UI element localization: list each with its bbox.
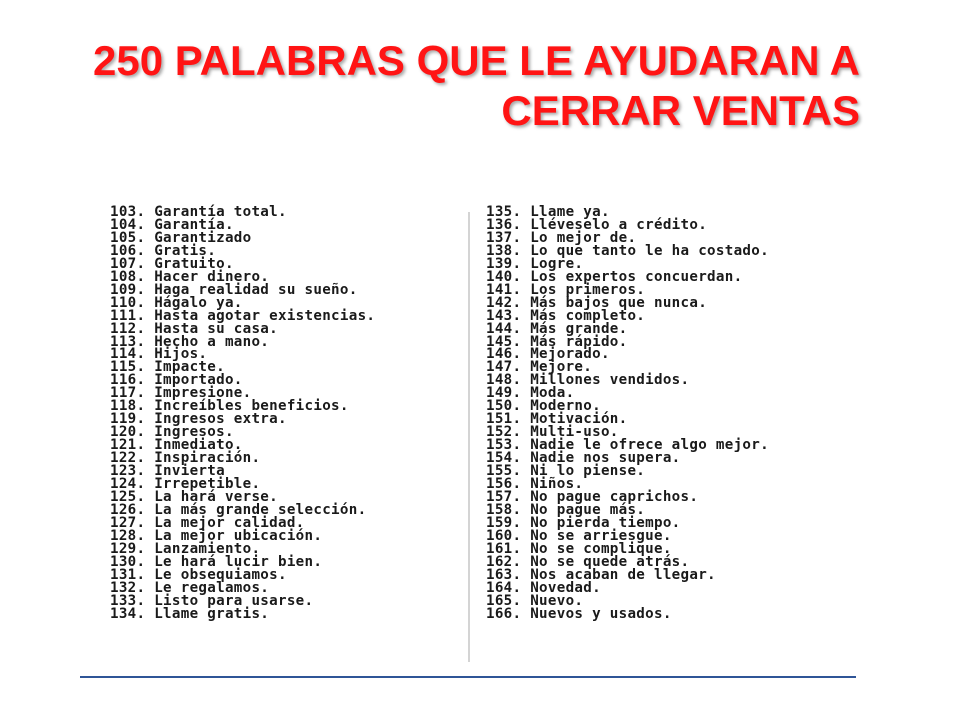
list-item: 107. Gratuito. [110, 255, 234, 272]
list-item: 110. Hágalo ya. [110, 294, 243, 311]
list-item: 117. Impresione. [110, 385, 252, 402]
list-item: 136. Lléveselo a crédito. [486, 216, 708, 233]
list-item: 141. Los primeros. [486, 281, 646, 298]
list-item: 147. Mejore. [486, 359, 593, 376]
list-item: 123. Invierta [110, 463, 225, 480]
list-item: 118. Increíbles beneficios. [110, 398, 349, 415]
list-item: 164. Novedad. [486, 579, 601, 596]
list-item: 163. Nos acaban de llegar. [486, 566, 716, 583]
list-item: 154. Nadie nos supera. [486, 450, 681, 467]
list-item: 115. Impacte. [110, 359, 225, 376]
word-list-image [104, 206, 856, 664]
list-item: 142. Más bajos que nunca. [486, 294, 708, 311]
list-item: 159. No pierda tiempo. [486, 514, 681, 531]
list-item: 135. Llame ya. [486, 204, 610, 220]
list-item: 116. Importado. [110, 372, 243, 389]
list-item: 158. No pague más. [486, 501, 646, 518]
list-item: 113. Hecho a mano. [110, 333, 270, 350]
list-item: 132. Le regalamos. [110, 579, 270, 596]
list-item: 104. Garantía. [110, 216, 234, 233]
list-item: 124. Irrepetible. [110, 476, 261, 493]
list-item: 155. Ni lo piense. [486, 463, 646, 480]
list-item: 162. No se quede atrás. [486, 553, 690, 570]
list-item: 160. No se arriesgue. [486, 527, 672, 544]
list-item: 153. Nadie le ofrece algo mejor. [486, 437, 769, 454]
list-item: 157. No pague caprichos. [486, 488, 699, 505]
list-item: 112. Hasta su casa. [110, 320, 278, 337]
list-item: 165. Nuevo. [486, 592, 584, 609]
list-item: 109. Haga realidad su sueño. [110, 281, 358, 298]
list-item: 122. Inspiración. [110, 450, 261, 467]
slide-title-line-2: CERRAR VENTAS [501, 87, 860, 134]
list-item: 121. Inmediato. [110, 437, 243, 454]
word-list-left-column [110, 206, 466, 621]
bottom-rule [80, 676, 856, 678]
list-item: 103. Garantía total. [110, 204, 287, 220]
slide-title-line-1: 250 PALABRAS QUE LE AYUDARAN A [92, 37, 860, 84]
list-item: 140. Los expertos concuerdan. [486, 268, 743, 285]
list-item: 146. Mejorado. [486, 346, 610, 363]
word-list-right-column [486, 206, 856, 621]
slide-title [60, 36, 860, 136]
list-item: 114. Hijos. [110, 346, 208, 363]
list-item: 152. Multi-uso. [486, 424, 619, 441]
list-item: 120. Ingresos. [110, 424, 234, 441]
list-item: 106. Gratis. [110, 242, 217, 259]
list-item: 126. La más grande selección. [110, 501, 367, 518]
list-item: 161. No se complique. [486, 540, 672, 557]
list-item: 150. Moderno. [486, 398, 601, 415]
list-item: 139. Logre. [486, 255, 584, 272]
list-item: 143. Más completo. [486, 307, 646, 324]
list-item: 138. Lo que tanto le ha costado. [486, 242, 769, 259]
list-item: 145. Más rápido. [486, 333, 628, 350]
list-item: 149. Moda. [486, 385, 575, 402]
list-item: 119. Ingresos extra. [110, 411, 287, 428]
list-item: 148. Millones vendidos. [486, 372, 690, 389]
list-item: 128. La mejor ubicación. [110, 527, 323, 544]
list-item: 131. Le obsequiamos. [110, 566, 287, 583]
list-item: 130. Le hará lucir bien. [110, 553, 323, 570]
list-item: 144. Más grande. [486, 320, 628, 337]
list-item: 133. Listo para usarse. [110, 592, 314, 609]
list-item: 111. Hasta agotar existencias. [110, 307, 376, 324]
list-item: 105. Garantizado [110, 229, 252, 246]
list-item: 137. Lo mejor de. [486, 229, 637, 246]
list-item: 156. Niños. [486, 476, 584, 493]
list-item: 125. La hará verse. [110, 488, 278, 505]
list-item: 127. La mejor calidad. [110, 514, 305, 531]
list-item: 108. Hacer dinero. [110, 268, 270, 285]
list-item: 166. Nuevos y usados. [486, 605, 672, 622]
column-divider [468, 212, 470, 662]
list-item: 129. Lanzamiento. [110, 540, 261, 557]
list-item: 151. Motivación. [486, 411, 628, 428]
list-item: 134. Llame gratis. [110, 605, 270, 622]
